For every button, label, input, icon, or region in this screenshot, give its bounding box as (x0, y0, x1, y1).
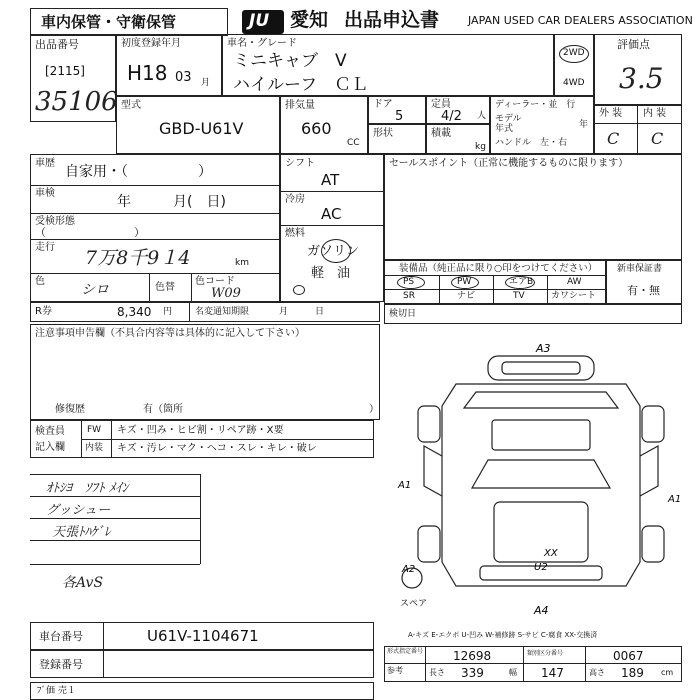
color-code-value: W09 (211, 286, 241, 301)
capacity-unit: 人 (477, 111, 487, 121)
aircon-label: 冷房 (285, 194, 305, 205)
mileage-label: 走行 (35, 242, 55, 253)
recycle-unit: 円 (163, 307, 173, 317)
association-name: JAPAN USED CAR DEALERS ASSOCIATION (468, 14, 693, 27)
car-name-line1: ミニキャブ V (233, 51, 347, 71)
score-label: 評価点 (617, 38, 650, 51)
sales-box (384, 154, 682, 260)
equip-pw: PW (457, 277, 472, 287)
ext-int-box (594, 104, 682, 154)
capacity-value: 4/2 (441, 109, 462, 124)
shape-label: 形状 (373, 128, 393, 139)
inspector-int-items: キズ・汚レ・マク・ヘコ・スレ・キレ・破レ (117, 443, 317, 454)
mark-xx: XX (544, 548, 558, 559)
dealer-year-unit: 年 (579, 120, 589, 130)
fuel-line2: 軽 油 (311, 266, 351, 281)
shape-box (368, 124, 426, 154)
car-name-box (222, 34, 554, 96)
displacement-unit: CC (347, 138, 360, 148)
lot-bracket: [2115] (45, 64, 85, 78)
notice-value: 月 日 (279, 307, 325, 317)
height-unit: cm (661, 668, 674, 677)
notes-label: 注意事項申告欄（不具合内容等は具体的に記入して下さい） (35, 328, 305, 339)
ext-label: 外 装 (599, 108, 623, 119)
dealer-label: ディーラー・並 行 (495, 100, 576, 110)
reg-label: 登録番号 (39, 658, 83, 671)
height-label: 高さ (589, 668, 605, 677)
loading-label: 積載 (431, 128, 451, 139)
inspector-label1: 検査員 (35, 426, 65, 437)
mark-a1-left: A1 (398, 480, 412, 491)
warranty-label: 新車保証書 (617, 264, 663, 274)
ju-logo (242, 10, 284, 34)
model-value: GBD-U61V (159, 119, 244, 138)
dealer-model-year: モデル 年式 (495, 114, 522, 134)
circle-ps (397, 276, 425, 289)
customs-label: 検切日 (389, 309, 417, 319)
branch-name: 愛知 (290, 9, 329, 31)
mark-a4: A4 (534, 604, 549, 616)
dealer-box (490, 96, 594, 154)
equip-navi: ナビ (457, 291, 476, 301)
spare-label: スペア (400, 599, 428, 609)
len-label: 長さ (429, 668, 445, 677)
doors-box (368, 96, 426, 124)
recycle-label: R券 (35, 306, 52, 317)
model-box (116, 96, 280, 154)
aircon-value: AC (321, 205, 342, 223)
ju-logo-text: JU (249, 11, 270, 31)
model-cert-value: 12698 (453, 649, 492, 663)
car-diagram (396, 336, 686, 616)
notice-label: 名変通知期限 (195, 307, 250, 317)
mileage-value: 7万8千9１4 (85, 247, 191, 269)
score-box (594, 34, 682, 106)
remark-4: 各AvS (62, 575, 104, 591)
class-label: 類別区分番号 (527, 650, 564, 657)
repair-value: 有（箇所 (143, 404, 183, 415)
color-value: シロ (81, 282, 109, 298)
model-cert-label: 形式指定番号 (387, 648, 424, 655)
score-value: 3.5 (619, 62, 664, 95)
mark-u2: U2 (534, 562, 548, 573)
class-value: 0067 (613, 649, 644, 663)
bottom-text: ﾌﾞ価 売１ (37, 686, 124, 696)
chassis-box (30, 622, 374, 650)
equip-aw: AW (567, 277, 582, 287)
chassis-value: U61V-1104671 (147, 627, 259, 645)
fuel-circle (321, 239, 351, 263)
registration-year: H18 (127, 61, 168, 85)
inspection-label: 車検 (35, 188, 55, 199)
fuel-label: 燃料 (285, 228, 305, 239)
sales-label: セールスポイント（正常に機能するものに限ります） (389, 158, 629, 169)
inspection-value: 年 月( 日) (117, 194, 226, 210)
registration-month-unit: 月 (201, 78, 211, 88)
displacement-label: 排気量 (285, 100, 315, 111)
capacity-label: 定員 (431, 99, 451, 110)
int-value: C (651, 129, 664, 148)
height-value: 189 (621, 666, 644, 680)
storage-badge-text: 車内保管・守衛保管 (41, 13, 177, 31)
ext-value: C (607, 129, 620, 148)
color-change-label: 色替 (155, 282, 175, 293)
remark-1: ｵﾄｼﾖ ｿﾌﾄ ﾒｲﾝ (46, 481, 129, 496)
registration-label: 初度登録年月 (121, 38, 181, 49)
mark-a3: A3 (536, 342, 551, 355)
dims-box (384, 646, 682, 682)
equip-airbag: エアB (509, 277, 534, 287)
lot-number: 35106 (35, 87, 118, 117)
loading-box (426, 124, 490, 154)
circle-pw (451, 276, 479, 289)
fuel-small-circle (293, 285, 305, 295)
registration-month: 03 (175, 70, 192, 85)
shift-value: AT (321, 171, 340, 189)
equipment-label: 装備品（純正品に限り○印をつけてください） (399, 263, 598, 274)
lot-box (30, 34, 116, 122)
doors-label: ドア (373, 99, 393, 110)
equip-ps: PS (403, 277, 415, 287)
damage-legend: A-キズ E-エクボ U-凹み W-補修跡 S-サビ C-腐食 XX-交換済 (408, 631, 598, 639)
shift-box (280, 154, 384, 302)
notes-box (30, 324, 380, 420)
displacement-value: 660 (301, 119, 332, 138)
color-label: 色 (35, 276, 45, 287)
reg-box (30, 650, 374, 678)
recycle-box (30, 302, 380, 322)
form-title: 出品申込書 (344, 9, 440, 31)
fuel-line1: ガソリン (307, 244, 360, 259)
mark-a2: A2 (402, 564, 416, 575)
accept-value: （ ） (35, 226, 145, 239)
bottom-strip (30, 682, 374, 700)
repair-label: 修復歴 (55, 404, 85, 415)
int-label: 内 装 (643, 108, 667, 119)
history-block (30, 154, 280, 302)
mark-a1-right: A1 (668, 494, 682, 505)
car-name-label: 車名・グレード (227, 38, 297, 49)
loading-unit: kg (475, 142, 486, 152)
car-name-line2: ハイルーフ ＣＬ (233, 75, 369, 95)
recycle-value: 8,340 (117, 305, 152, 319)
len-value: 339 (461, 666, 484, 680)
chassis-label: 車台番号 (39, 630, 83, 643)
drive-box (554, 34, 594, 96)
remark-3: 天張ﾄﾊｹﾞﾚ (52, 525, 111, 540)
drive-4wd: 4WD (563, 78, 585, 88)
shift-label: シフト (285, 158, 315, 169)
registration-box (116, 34, 222, 96)
circle-airbag (505, 276, 535, 289)
equip-sr: SR (403, 291, 415, 301)
remark-2: グッシュー (46, 503, 111, 518)
displacement-box (280, 96, 368, 154)
storage-badge (30, 8, 228, 36)
repair-close: ） (369, 404, 379, 415)
accept-label: 受検形態 (35, 216, 75, 227)
color-code-label: 色コード (195, 276, 235, 287)
inspector-fw-items: キズ・凹み・ヒビ割・リペア跡・X要 (117, 425, 284, 436)
lot-label: 出品番号 (35, 38, 79, 51)
width-value: 147 (541, 666, 564, 680)
ref-label: 参考 (387, 666, 403, 675)
drive-2wd: 2WD (563, 48, 585, 58)
model-label: 型式 (121, 100, 141, 111)
equip-leather: カワシート (551, 291, 597, 301)
mileage-unit: km (235, 258, 249, 268)
doors-value: 5 (395, 109, 404, 124)
history-value: 自家用・（ ） (65, 164, 212, 180)
warranty-value: 有・無 (627, 284, 660, 297)
inspector-fw: FW (87, 425, 102, 435)
history-label: 車歴 (35, 158, 55, 169)
warranty-box (606, 260, 682, 304)
dealer-handle: ハンドル 左・右 (495, 138, 568, 148)
capacity-box (426, 96, 490, 124)
equip-tv: TV (513, 291, 525, 301)
remarks-area (30, 460, 380, 620)
inspector-label2: 記入欄 (35, 442, 65, 453)
inspector-int: 内装 (85, 443, 104, 453)
inspector-box (30, 420, 374, 458)
width-label: 幅 (509, 668, 517, 677)
equipment-box (384, 260, 606, 304)
customs-box (384, 304, 682, 324)
